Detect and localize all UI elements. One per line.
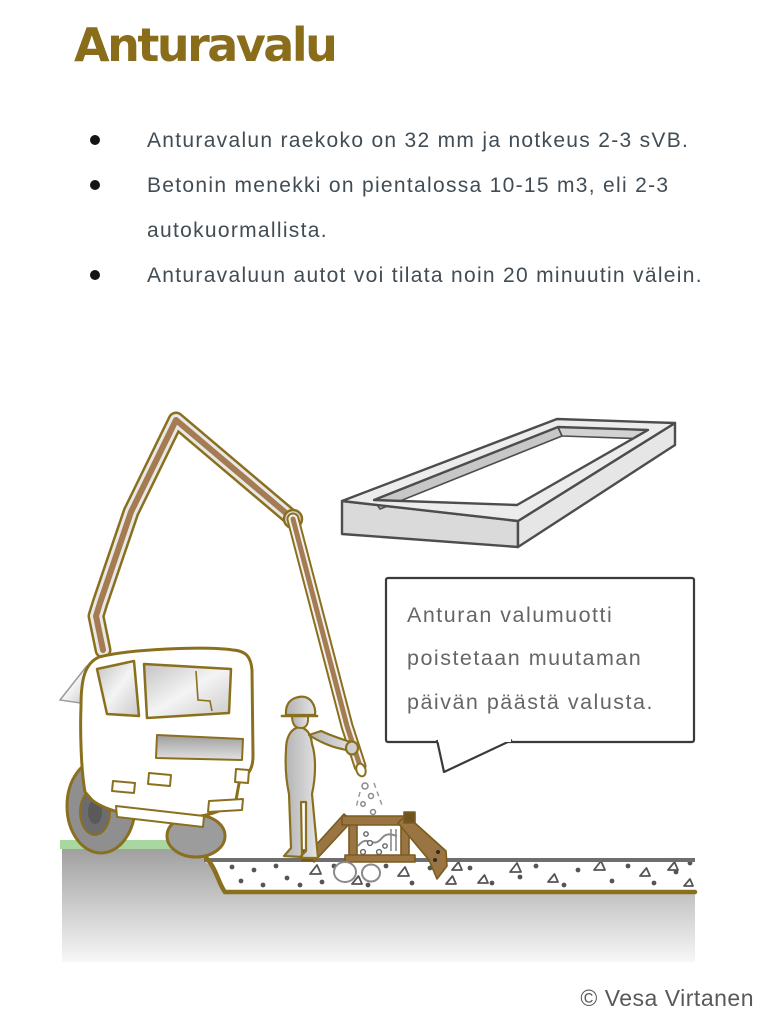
speech-bubble-text [407, 594, 654, 724]
bottom-rail [345, 855, 415, 862]
side-vent-panel [156, 735, 243, 760]
speech-bubble-line: Anturan valumuotti [407, 603, 614, 627]
pump-boom [96, 420, 302, 650]
stake-nail [436, 850, 440, 854]
hard-hat [286, 697, 315, 715]
stake-nail [433, 858, 437, 862]
concrete-stone [334, 862, 356, 882]
speech-bubble-line: poistetaan muutaman [407, 646, 643, 671]
worker-hand [346, 742, 358, 755]
speech-bubble-line: päivän päästä valusta. [407, 689, 654, 714]
worker-body [284, 727, 318, 858]
bullet-text: Anturavaluun autot voi tilata noin 20 minuutin välein. [147, 264, 703, 287]
brace-cap-top [404, 812, 415, 823]
concrete-stone [362, 865, 380, 882]
concrete-pump-truck [60, 648, 253, 857]
speech-bubble-tail [437, 740, 512, 772]
page-title: Anturavalu [74, 18, 336, 72]
footing-form-3d [342, 419, 675, 547]
worker-head [292, 716, 308, 728]
copyright: © Vesa Virtanen [580, 985, 754, 1011]
side-window [144, 664, 231, 718]
bullet-text: Anturavalun raekoko on 32 mm ja notkeus 2-3 sVB. [147, 129, 690, 152]
bullet-text: Betonin menekki on pientalossa 10-15 m3, eli 2-3 autokuormallista. [147, 174, 670, 242]
